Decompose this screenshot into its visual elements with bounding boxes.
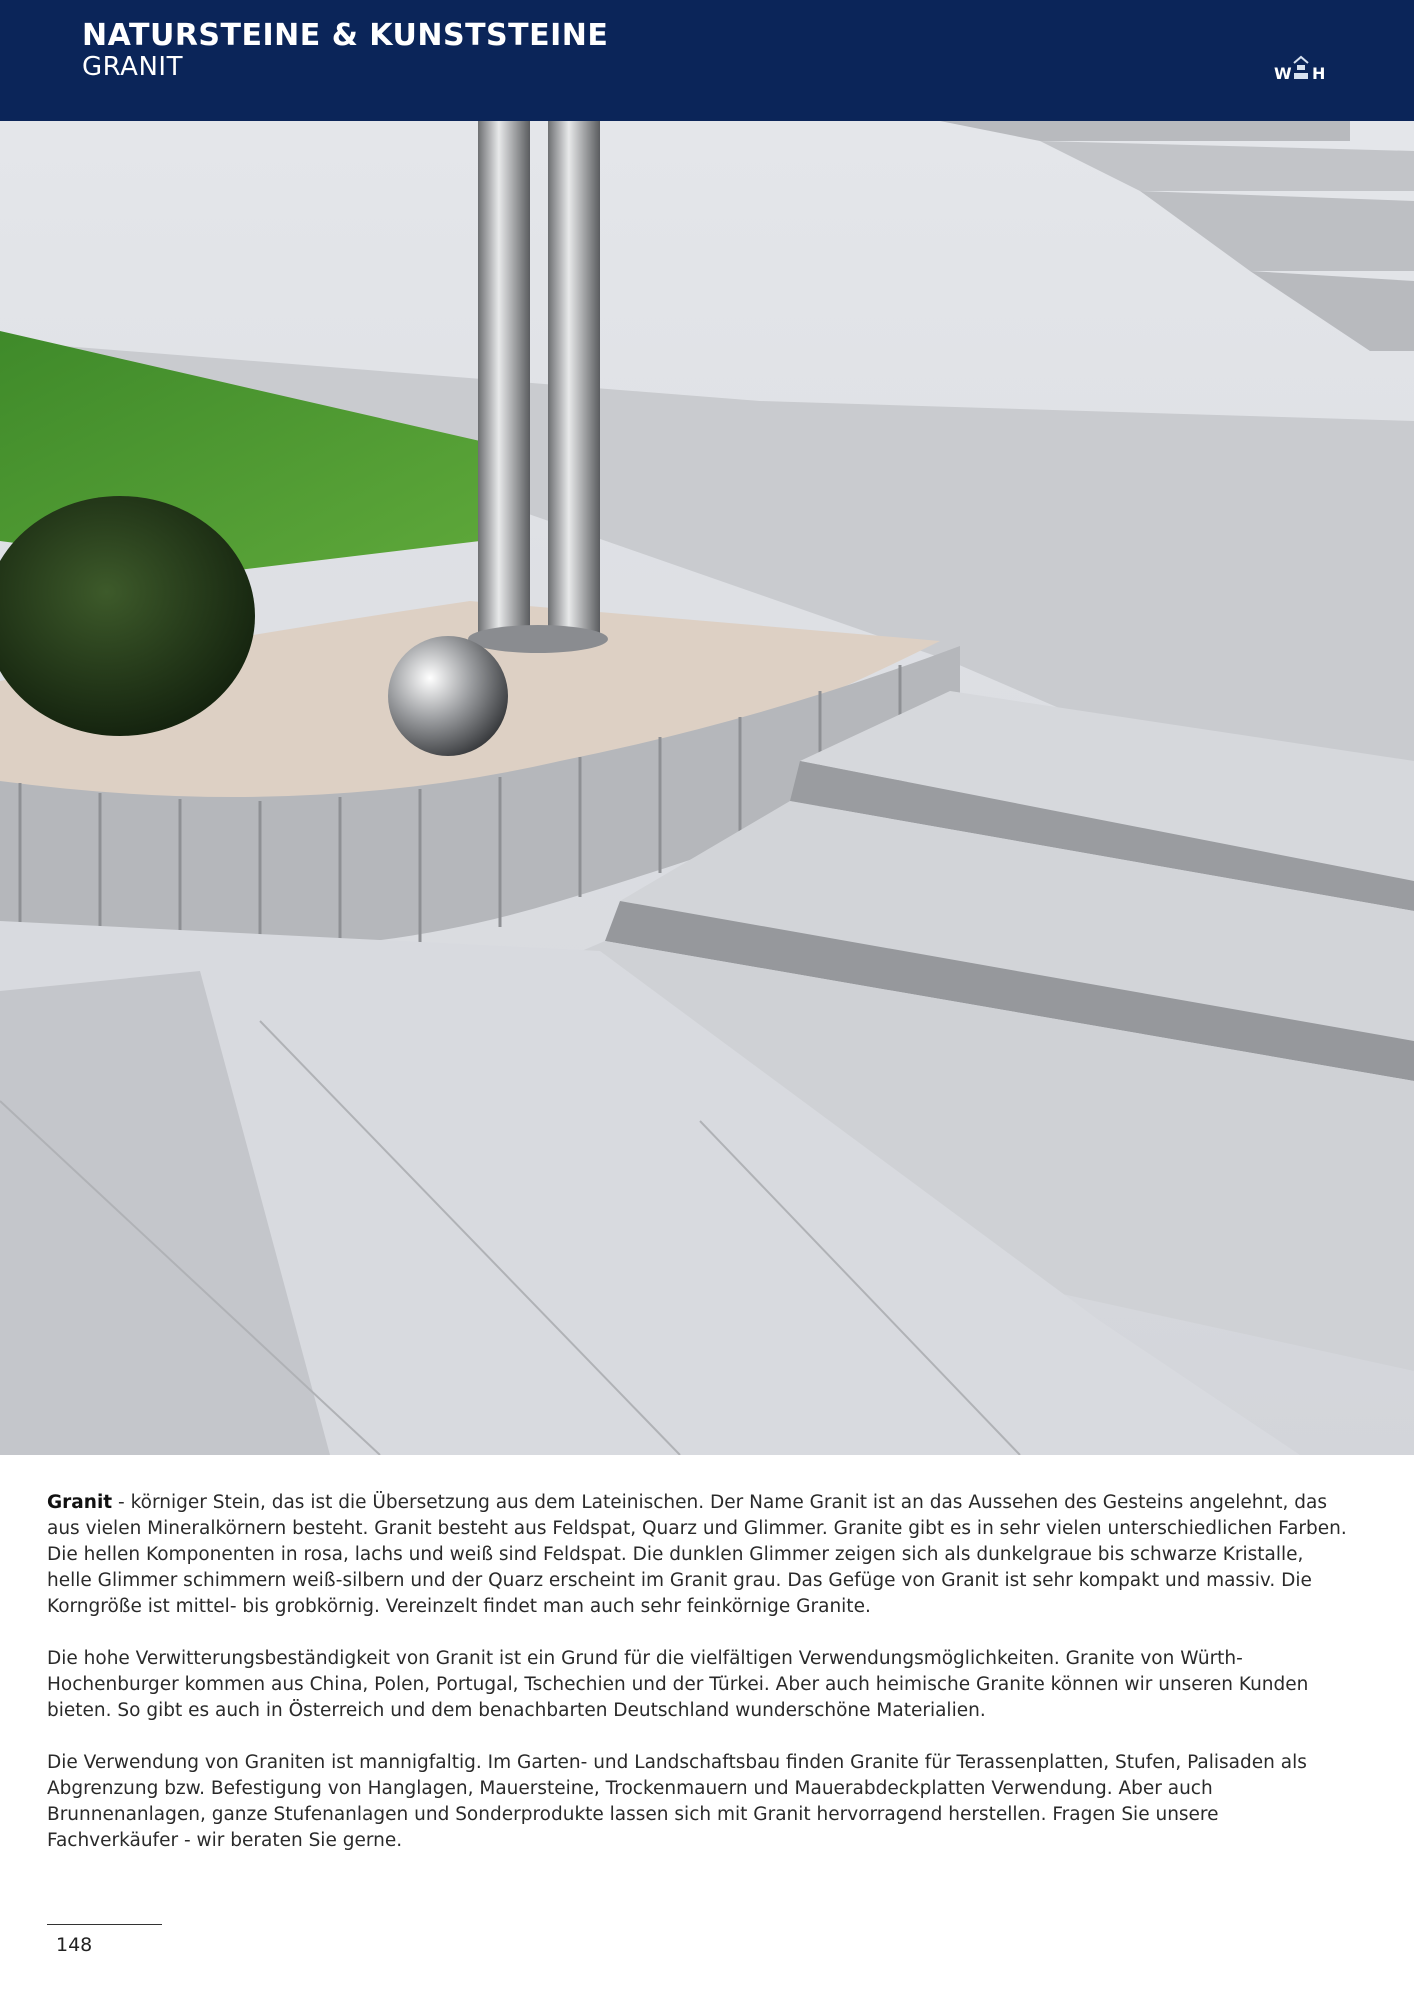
- section-title: NATURSTEINE & KUNSTSTEINE: [82, 18, 609, 53]
- paragraph-usage: Die Verwendung von Graniten ist mannigfaltig. Im Garten- und Landschaftsbau finden Granite für Terassenplatten, Stufen, Palisaden als Abgrenzung bzw. Befestigung von Hanglagen, Mauersteine, Trockenmauern und Mauerabdeckplatten Verwendung. Aber auch Brunnenanlagen, ganze Stufenanlagen und Sonderprodukte lassen sich mit Granit hervorragend herstellen. Fragen Sie unsere Fachverkäufer - wir beraten Sie gerne.: [47, 1752, 1307, 1851]
- svg-text:W: W: [1274, 64, 1292, 83]
- page-number: 148: [56, 1934, 93, 1956]
- page-number-rule: [47, 1924, 162, 1925]
- company-logo-icon: [1272, 55, 1330, 83]
- paragraph-weathering: Die hohe Verwitterungsbeständigkeit von Granit ist ein Grund für die vielfältigen Verwendungsmöglichkeiten. Granite von Würth-Hochenburger kommen aus China, Polen, Portugal, Tschechien und der Türkei. Aber auch heimische Granite können wir unseren Kunden bieten. So gibt es auch in Österreich und dem benachbarten Deutschland wunderschöne Materialien.: [47, 1648, 1309, 1721]
- article-body: [47, 1490, 1347, 1880]
- paragraph-intro-text: - körniger Stein, das ist die Übersetzung aus dem Lateinischen. Der Name Granit ist an das Aussehen des Gesteins angelehnt, das aus vielen Mineralkörnern besteht. Granit besteht aus Feldspat, Quarz und Glimmer. Granite gibt es in sehr vielen unterschiedlichen Farben. Die hellen Komponenten in rosa, lachs und weiß sind Feldspat. Die dunklen Glimmer zeigen sich als dunkelgraue bis schwarze Kristalle, helle Glimmer schimmern weiß-silbern und der Quarz erscheint im Granit grau. Das Gefüge von Granit ist sehr kompakt und massiv. Die Korngröße ist mittel- bis grobkörnig. Vereinzelt findet man auch sehr feinkörnige Granite.: [47, 1492, 1347, 1617]
- svg-text:H: H: [1312, 64, 1326, 83]
- page-header: [0, 0, 1414, 121]
- section-subtitle: GRANIT: [82, 52, 183, 82]
- granite-stairs-photo: [0, 121, 1414, 1455]
- paragraph-intro: [47, 1490, 1347, 1620]
- lead-term: Granit: [47, 1492, 113, 1513]
